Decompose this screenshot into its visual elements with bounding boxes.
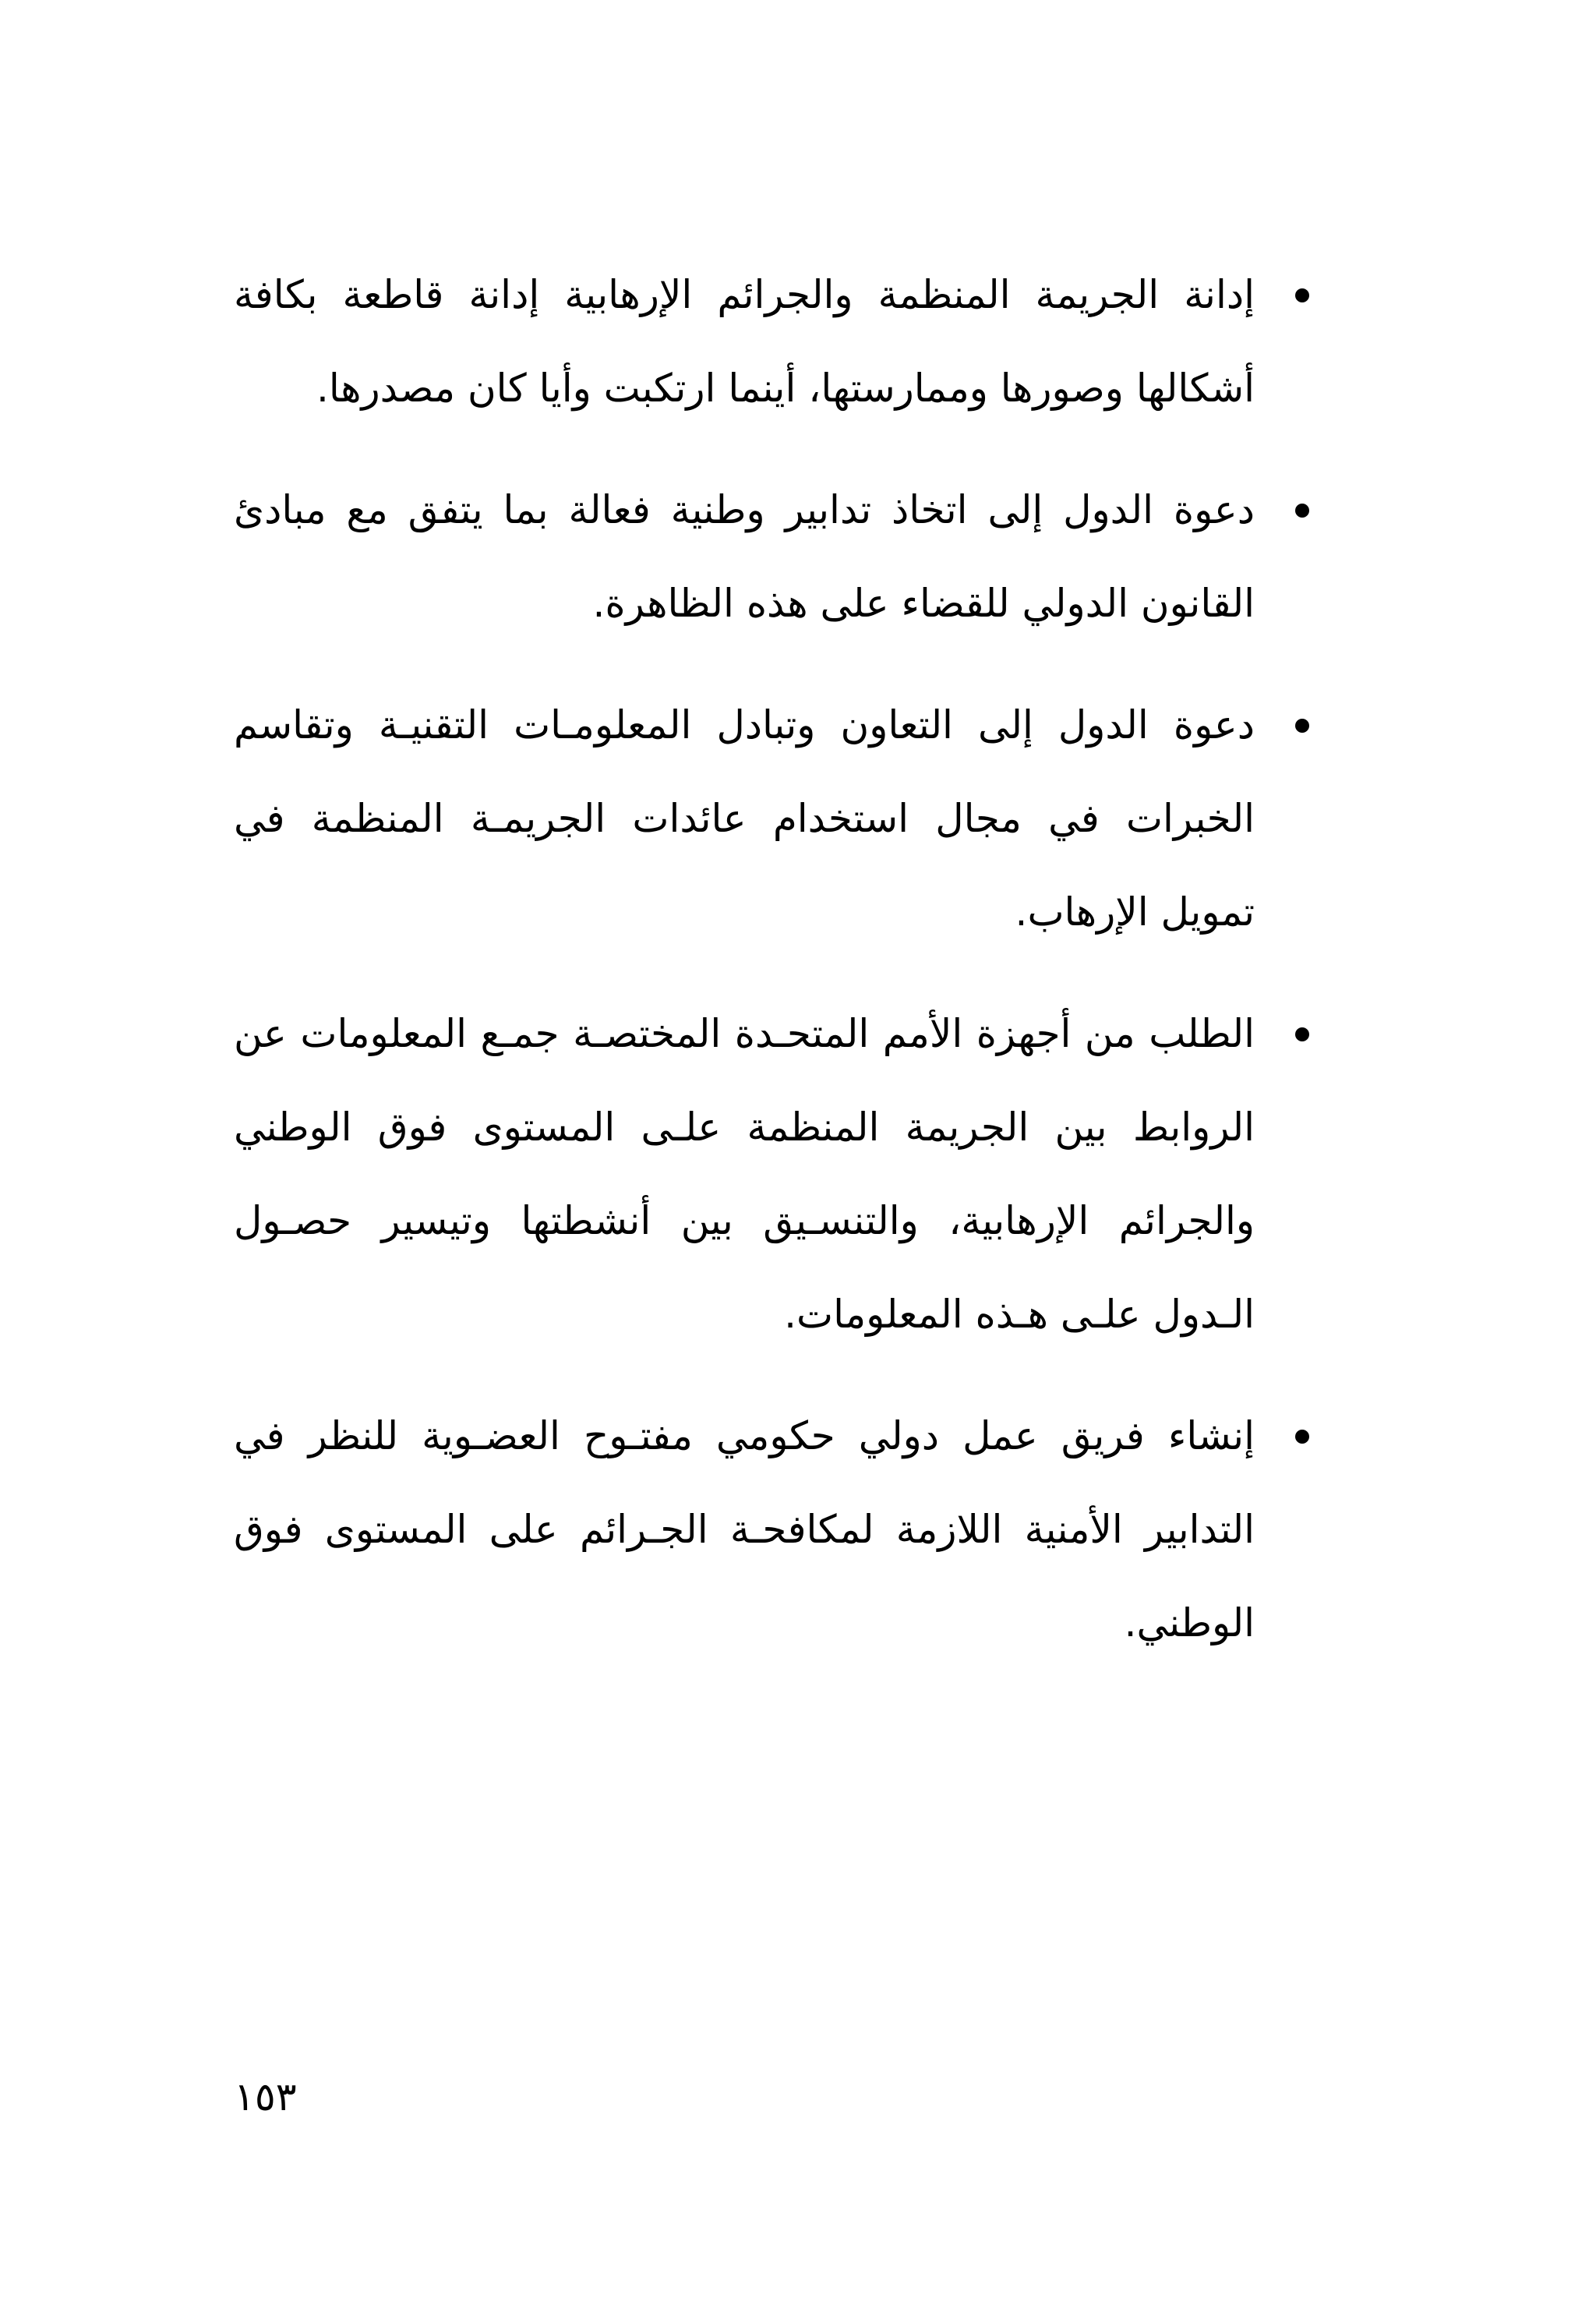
- page-number: ١٥٣: [234, 2074, 297, 2119]
- list-item-text: دعوة الدول إلى اتخاذ تدابير وطنية فعالة بما يتفق مع مبادئ القانون الدولي للقضاء على هذه الظاهرة.: [234, 487, 1255, 626]
- bullet-icon: [1295, 719, 1309, 733]
- list-item-text: الطلب من أجهزة الأمم المتحـدة المختصـة جمـع المعلومات عن الروابط بين الجريمة المنظمة علـى المستوى فوق الوطني والجرائم الإرهابية، والتنسـيق بين أنشطتها وتيسير حصـول الـدول علـى هـذه المعلومات.: [234, 1011, 1255, 1337]
- list-item-text: إنشاء فريق عمل دولي حكومي مفتـوح العضـوية للنظر في التدابير الأمنية اللازمة لمكافحـة الجـرائم على المستوى فوق الوطني.: [234, 1413, 1255, 1646]
- list-item: [234, 987, 1309, 1361]
- bullet-icon: [1295, 504, 1309, 518]
- list-item-text: دعوة الدول إلى التعاون وتبادل المعلومـات التقنيـة وتقاسم الخبرات في مجال استخدام عائدات الجريمـة المنظمة في تمويل الإرهاب.: [234, 702, 1255, 935]
- bullet-list: [234, 248, 1309, 1698]
- bullet-icon: [1295, 1430, 1309, 1444]
- bullet-icon: [1295, 288, 1309, 302]
- list-item-text: إدانة الجريمة المنظمة والجرائم الإرهابية إدانة قاطعة بكافة أشكالها وصورها وممارستها، أينما ارتكبت وأيا كان مصدرها.: [234, 272, 1255, 411]
- bullet-icon: [1295, 1027, 1309, 1041]
- list-item: [234, 463, 1309, 650]
- list-item: [234, 1389, 1309, 1670]
- list-item: [234, 678, 1309, 959]
- list-item: [234, 248, 1309, 435]
